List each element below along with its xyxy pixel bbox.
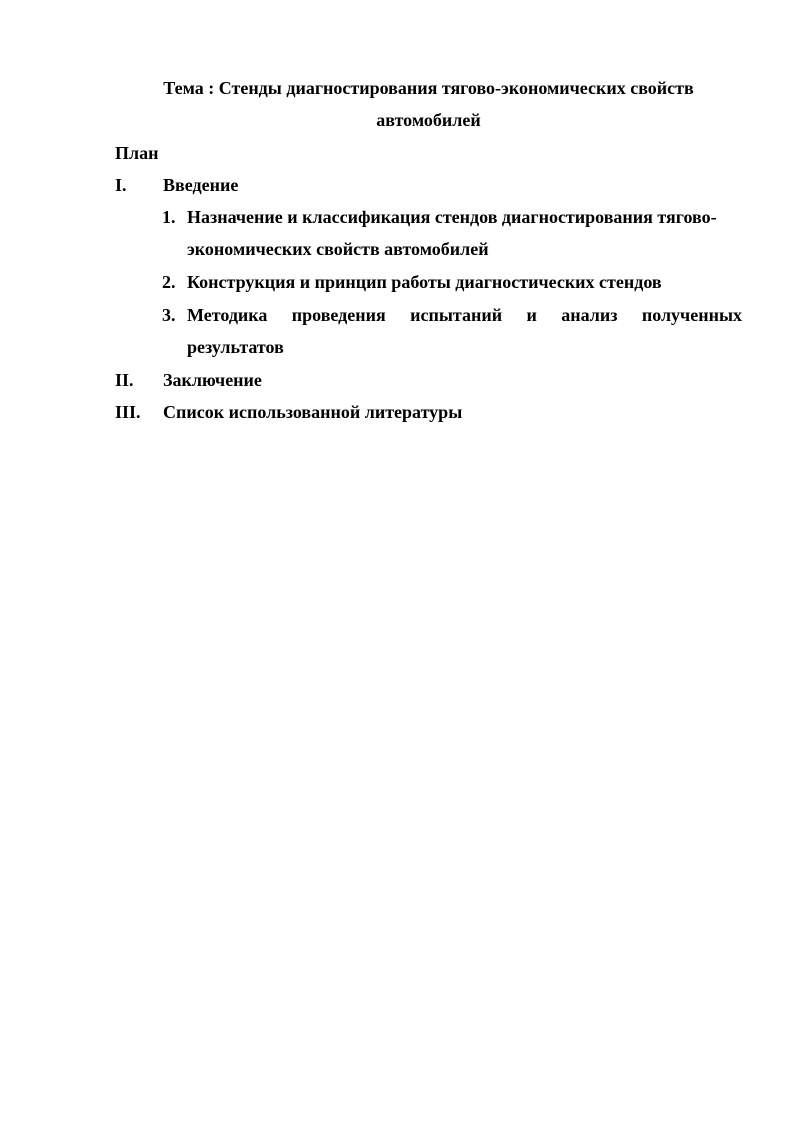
document-title-line-1: Тема : Стенды диагностирования тягово-экономических свойств	[163, 78, 694, 98]
subitem-text-line-1: Конструкция и принцип работы диагностических стендов	[187, 272, 662, 292]
subitem-number: 1.	[162, 207, 176, 227]
subitem-number: 2.	[162, 272, 176, 292]
section-title: Заключение	[163, 370, 262, 390]
section-title: Список использованной литературы	[163, 402, 463, 422]
subitem-number: 3.	[162, 305, 176, 325]
subitem-text-line-1: Методика проведения испытаний и анализ полученных	[187, 305, 742, 325]
document-title-line-2: автомобилей	[376, 110, 481, 130]
subitem-text-line-2: экономических свойств автомобилей	[187, 239, 489, 259]
section-title: Введение	[163, 175, 239, 195]
section-number: I.	[115, 175, 127, 195]
plan-heading: План	[115, 143, 159, 163]
plan-section-conclusion	[115, 370, 742, 390]
plan-section-introduction	[115, 175, 742, 195]
subitem-text-line-1: Назначение и классификация стендов диагностирования тягово-	[187, 207, 717, 227]
plan-section-references	[115, 402, 742, 422]
section-number: III.	[115, 402, 141, 422]
subitem-text-line-2: результатов	[187, 337, 284, 357]
section-number: II.	[115, 370, 134, 390]
